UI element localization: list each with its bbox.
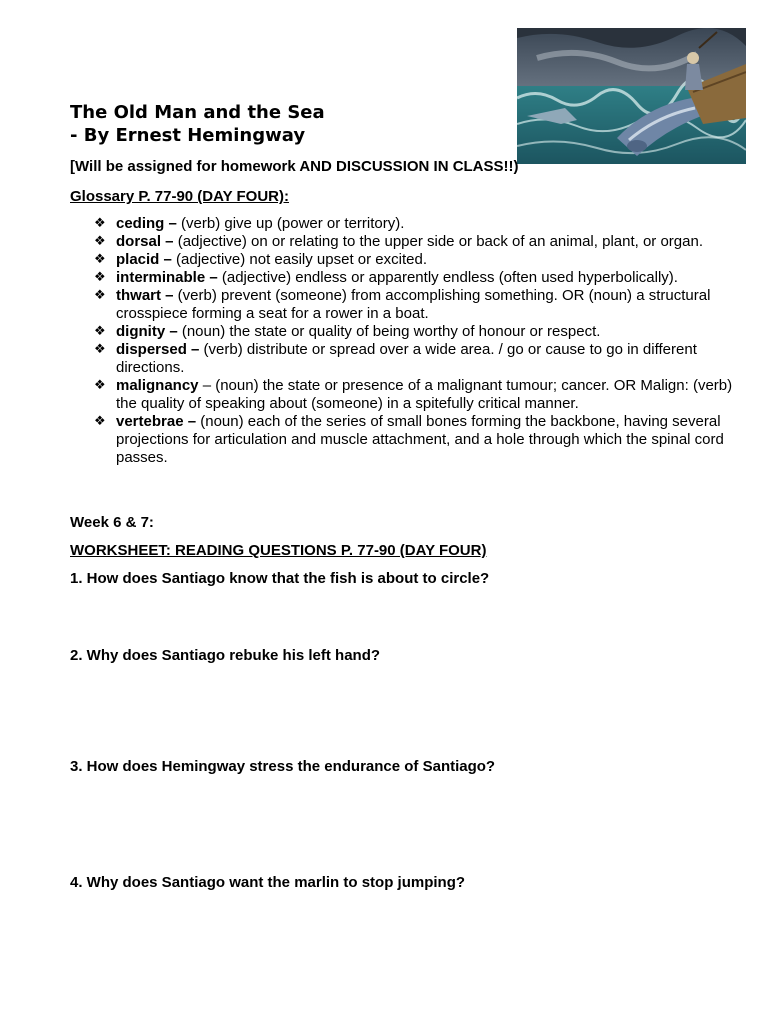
title-line-1: The Old Man and the Sea: [70, 102, 325, 123]
question-1: 1. How does Santiago know that the fish is about to circle?: [70, 570, 490, 587]
glossary-term: placid –: [116, 251, 172, 268]
diamond-bullet-icon: ❖: [94, 234, 106, 249]
diamond-bullet-icon: ❖: [94, 414, 106, 429]
glossary-term: vertebrae –: [116, 413, 197, 430]
glossary-definition: (verb) give up (power or territory).: [176, 215, 405, 232]
old-man-and-sea-illustration: [517, 28, 746, 164]
glossary-term: dignity –: [116, 323, 178, 340]
glossary-item: [94, 413, 734, 467]
diamond-bullet-icon: ❖: [94, 252, 106, 267]
assignment-note: [Will be assigned for homework AND DISCUSSION IN CLASS!!): [70, 158, 519, 175]
glossary-list: [94, 215, 734, 467]
glossary-term: ceding –: [116, 215, 177, 232]
week-label: Week 6 & 7:: [70, 514, 154, 531]
glossary-item: [94, 287, 734, 323]
diamond-bullet-icon: ❖: [94, 288, 106, 303]
glossary-item: [94, 269, 734, 287]
glossary-term: thwart –: [116, 287, 174, 304]
glossary-definition: (adjective) endless or apparently endless (often used hyperbolically).: [217, 269, 678, 286]
sea-scene-image: [517, 28, 746, 164]
glossary-definition: (verb) distribute or spread over a wide area. / go or cause to go in different directions.: [116, 341, 697, 376]
question-4: 4. Why does Santiago want the marlin to stop jumping?: [70, 874, 466, 891]
glossary-item: [94, 341, 734, 377]
title-line-2: - By Ernest Hemingway: [70, 125, 306, 146]
diamond-bullet-icon: ❖: [94, 378, 106, 393]
diamond-bullet-icon: ❖: [94, 324, 106, 339]
glossary-definition: (noun) the state or quality of being worthy of honour or respect.: [177, 323, 601, 340]
glossary-term: malignancy: [116, 377, 199, 394]
glossary-definition: (verb) prevent (someone) from accomplishing something. OR (noun) a structural crosspiece forming a seat for a rower in a boat.: [116, 287, 711, 322]
glossary-term: interminable –: [116, 269, 218, 286]
diamond-bullet-icon: ❖: [94, 270, 106, 285]
glossary-item: [94, 251, 734, 269]
glossary-item: [94, 323, 734, 341]
glossary-definition: (noun) each of the series of small bones forming the backbone, having several projections for articulation and muscle attachment, and a hole through which the spinal cord passes.: [116, 413, 724, 466]
glossary-definition: (adjective) not easily upset or excited.: [171, 251, 427, 268]
question-3: 3. How does Hemingway stress the endurance of Santiago?: [70, 758, 496, 775]
glossary-item: [94, 215, 734, 233]
glossary-definition: (adjective) on or relating to the upper side or back of an animal, plant, or organ.: [173, 233, 703, 250]
glossary-term: dispersed –: [116, 341, 200, 358]
diamond-bullet-icon: ❖: [94, 216, 106, 231]
glossary-item: [94, 377, 734, 413]
glossary-heading: Glossary P. 77-90 (DAY FOUR):: [70, 188, 289, 205]
glossary-term: dorsal –: [116, 233, 174, 250]
question-2: 2. Why does Santiago rebuke his left hand?: [70, 647, 381, 664]
glossary-definition: – (noun) the state or presence of a malignant tumour; cancer. OR Malign: (verb) the quality of speaking about (someone) in a spitefully critical manner.: [116, 377, 733, 412]
worksheet-heading: WORKSHEET: READING QUESTIONS P. 77-90 (DAY FOUR): [70, 542, 487, 559]
glossary-item: [94, 233, 734, 251]
document-title: [70, 101, 325, 147]
diamond-bullet-icon: ❖: [94, 342, 106, 357]
